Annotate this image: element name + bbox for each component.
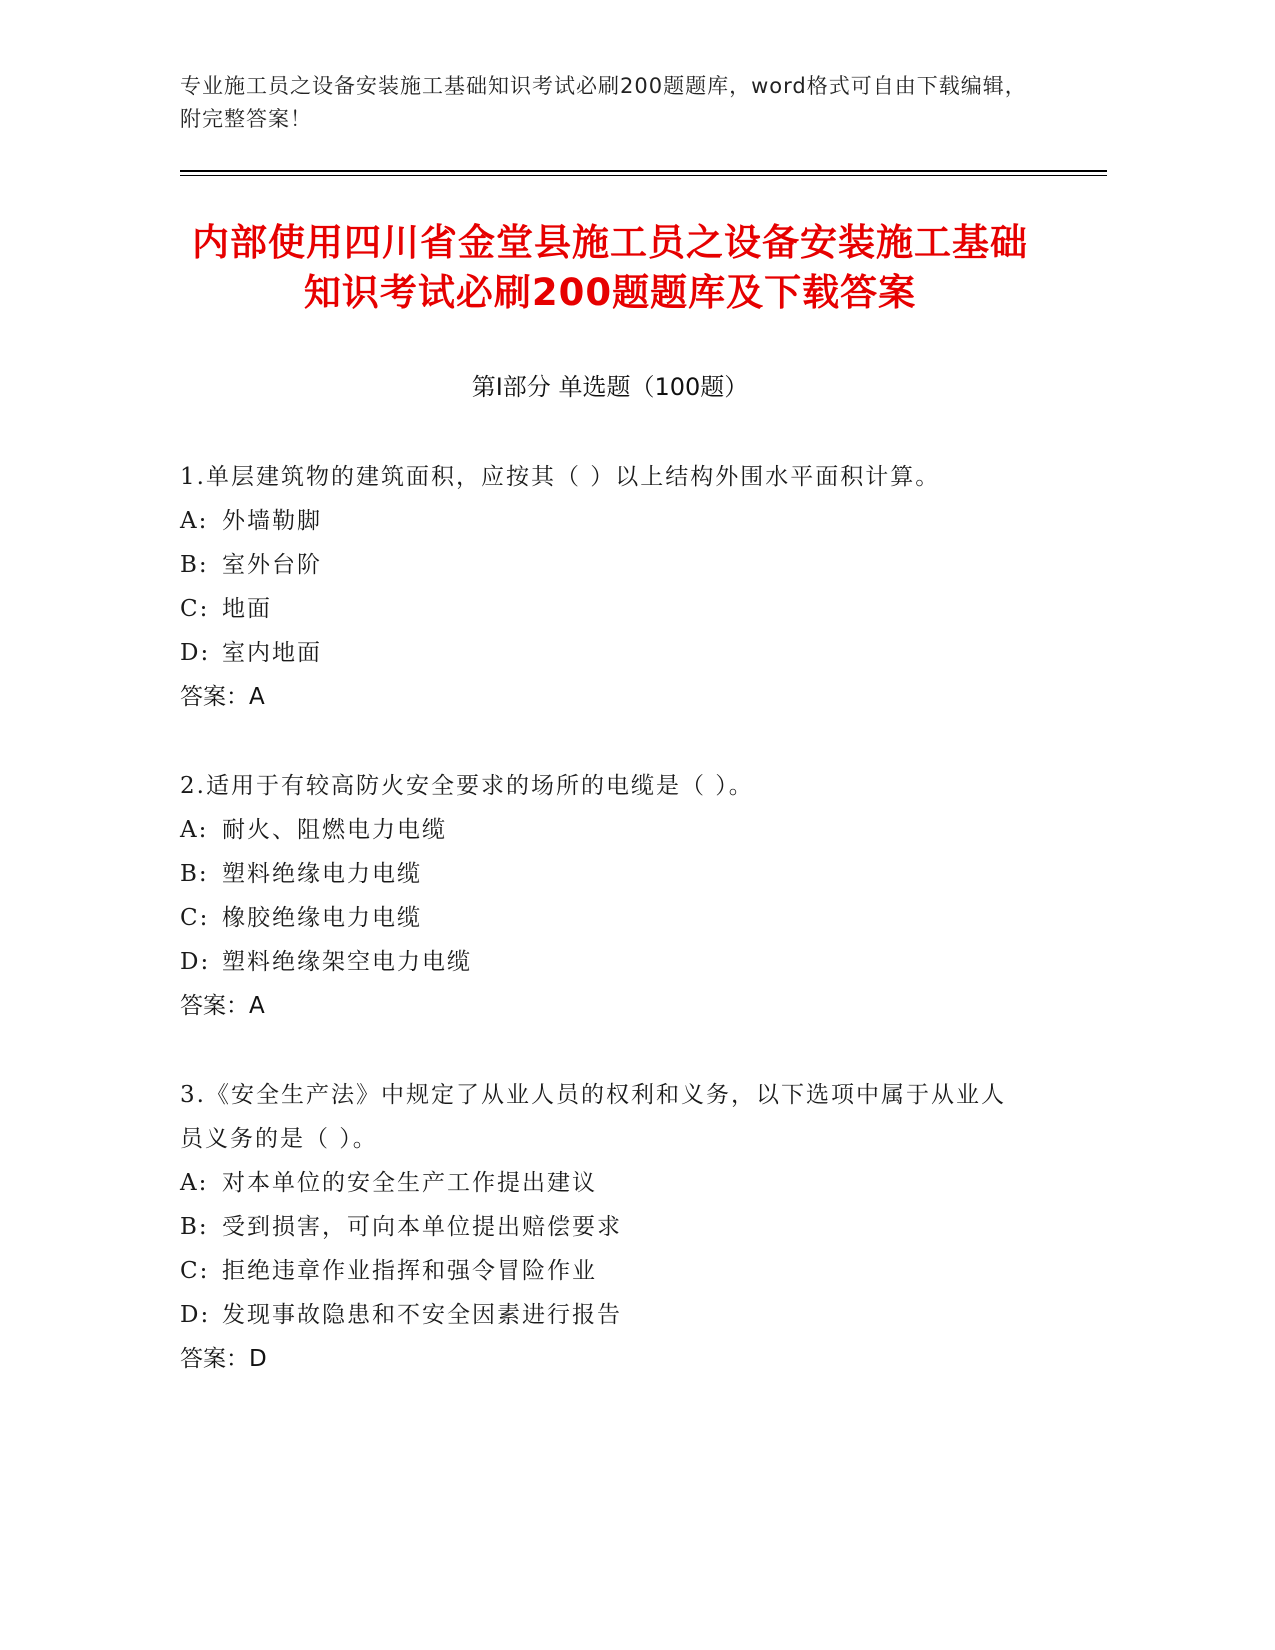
question-list	[180, 455, 1080, 1426]
option-letter: A:	[180, 1170, 209, 1196]
option-text: 室外台阶	[222, 552, 322, 578]
option-a	[180, 1161, 1080, 1205]
answer: 答案：A	[180, 684, 265, 710]
option-d	[180, 940, 1080, 984]
section-title: 第Ⅰ部分 单选题（100题）	[471, 373, 749, 401]
option-letter: B:	[180, 552, 209, 578]
option-c	[180, 587, 1080, 631]
header-divider-thick	[180, 170, 1107, 172]
option-text: 对本单位的安全生产工作提出建议	[222, 1170, 597, 1196]
option-b	[180, 1205, 1080, 1249]
option-c	[180, 1249, 1080, 1293]
option-letter: D:	[180, 949, 211, 975]
answer: 答案：A	[180, 993, 265, 1019]
question-stem: 1.单层建筑物的建筑面积，应按其（ ）以上结构外围水平面积计算。	[180, 464, 941, 490]
option-d	[180, 631, 1080, 675]
option-letter: C:	[180, 1258, 210, 1284]
question-stem: 2.适用于有较高防火安全要求的场所的电缆是（ ）。	[180, 773, 754, 799]
question-stem: 3.《安全生产法》中规定了从业人员的权利和义务，以下选项中属于从业人员义务的是（ ）。	[180, 1082, 1006, 1152]
option-letter: D:	[180, 1302, 211, 1328]
option-text: 拒绝违章作业指挥和强令冒险作业	[222, 1258, 597, 1284]
question-1	[180, 455, 1080, 719]
option-text: 橡胶绝缘电力电缆	[222, 905, 422, 931]
question-3	[180, 1073, 1080, 1381]
option-text: 发现事故隐患和不安全因素进行报告	[222, 1302, 622, 1328]
answer: 答案：D	[180, 1346, 267, 1372]
option-letter: A:	[180, 508, 209, 534]
option-letter: D:	[180, 640, 211, 666]
option-text: 室内地面	[222, 640, 322, 666]
option-c	[180, 896, 1080, 940]
option-text: 塑料绝缘架空电力电缆	[222, 949, 472, 975]
option-text: 耐火、阻燃电力电缆	[222, 817, 447, 843]
option-b	[180, 852, 1080, 896]
option-text: 地面	[222, 596, 272, 622]
option-b	[180, 543, 1080, 587]
option-letter: C:	[180, 596, 210, 622]
option-text: 受到损害，可向本单位提出赔偿要求	[222, 1214, 622, 1240]
option-letter: C:	[180, 905, 210, 931]
option-letter: B:	[180, 1214, 209, 1240]
option-d	[180, 1293, 1080, 1337]
option-a	[180, 808, 1080, 852]
document-title: 内部使用四川省金堂县施工员之设备安装施工基础知识考试必刷200题题库及下载答案	[192, 221, 1028, 314]
option-a	[180, 499, 1080, 543]
option-letter: B:	[180, 861, 209, 887]
option-letter: A:	[180, 817, 209, 843]
option-text: 外墙勒脚	[222, 508, 322, 534]
header-divider-thin	[180, 175, 1107, 176]
option-text: 塑料绝缘电力电缆	[222, 861, 422, 887]
header-note: 专业施工员之设备安装施工基础知识考试必刷200题题库，word格式可自由下载编辑，附完整答案！	[180, 74, 1027, 131]
question-2	[180, 764, 1080, 1028]
